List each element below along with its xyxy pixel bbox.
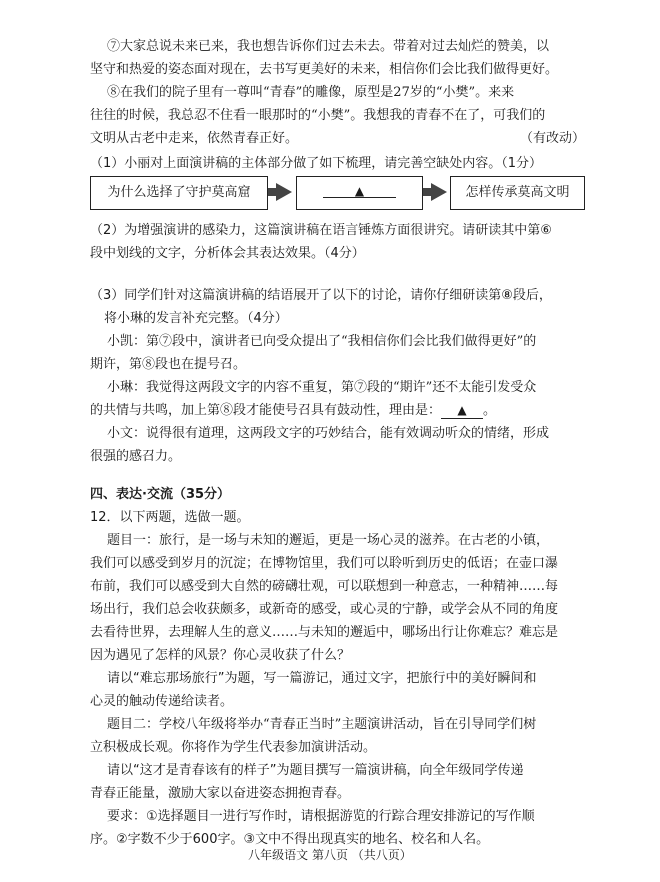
xiaolin-line-2-text: 的共情与共鸣，加上第⑧段才能使号召具有鼓动性，理由是： <box>90 403 442 418</box>
passage-p8-line-3 <box>90 130 585 147</box>
triangle-mark-icon: ▲ <box>457 403 467 417</box>
source-note: （有改动） <box>519 131 585 146</box>
flow-diagram <box>90 176 585 210</box>
question-2-line-2: 段中划线的文字，分析体会其表达效果。（4分） <box>90 246 365 261</box>
topic-1-task-line-2: 心灵的触动传递给读者。 <box>90 694 234 709</box>
xiaolin-line-end: 。 <box>483 403 497 418</box>
passage-p8-line-3-text: 文明从古老中走来，依然青春正好。 <box>90 131 299 146</box>
topic-2-task-line-1: 请以“这才是青春该有的样子”为题目撰写一篇演讲稿，向全年级同学传递 <box>107 763 524 778</box>
xiaowen-line-2: 很强的感召力。 <box>90 449 182 464</box>
xiaolin-line-1: 小琳：我觉得这两段文字的内容不重复，第⑦段的“期许”还不太能引发受众 <box>107 380 537 395</box>
question-1: （1）小丽对上面演讲稿的主体部分做了如下梳理，请完善空缺处内容。（1分） <box>90 156 543 171</box>
flow-box-3: 怎样传承莫高文明 <box>450 176 585 210</box>
xiaokai-line-2: 期许，第⑧段也在提号召。 <box>90 357 247 372</box>
flow-box-1: 为什么选择了守护莫高窟 <box>90 176 268 210</box>
xiaokai-line-1: 小凯：第⑦段中，演讲者已向受众提出了“我相信你们会比我们做得更好”的 <box>107 334 537 349</box>
question-3-line-2: 将小琳的发言补充完整。（4分） <box>104 311 288 326</box>
topic-1-task-line-1: 请以“难忘那场旅行”为题，写一篇游记，通过文字，把旅行中的美好瞬间和 <box>107 671 537 686</box>
passage-p7-line-2: 坚守和热爱的姿态面对现在，去书写更美好的未来，相信你们会比我们做得更好。 <box>90 62 559 77</box>
flow-box-2-answer[interactable] <box>296 176 423 210</box>
topic-2-line-2: 立积极成长观。你将作为学生代表参加演讲活动。 <box>90 740 377 755</box>
question-3-line-1: （3）同学们针对这篇演讲稿的结语展开了以下的讨论，请你仔细研读第⑧段后， <box>90 288 552 303</box>
topic-2-task-line-2: 青春正能量，激励大家以奋进姿态拥抱青春。 <box>90 786 351 801</box>
requirements-line-2: 序。②字数不少于600字。③文中不得出现真实的地名、校名和人名。 <box>90 832 490 847</box>
passage-p8-line-1: ⑧在我们的院子里有一尊叫“青春”的雕像，原型是27岁的“小樊”。来来 <box>107 85 515 100</box>
xiaolin-line-2 <box>90 402 585 419</box>
requirements-line-1: 要求：①选择题目一进行写作时，请根据游览的行踪合理安排游记的写作顺 <box>107 809 535 824</box>
flow-arrow-2-icon <box>431 183 447 201</box>
question-12: 12．以下两题，选做一题。 <box>90 510 250 525</box>
topic-1-line-4: 场出行，我们总会收获颇多，或新奇的感受，或心灵的宁静，或学会从不同的角度 <box>90 602 559 617</box>
page-footer: 八年级语文 第八页 （共八页） <box>248 848 412 862</box>
passage-p8-line-2: 往往的时候，我总忍不住看一眼那时的“小樊”。我想我的青春不在了，可我们的 <box>90 108 546 123</box>
section-4-heading: 四、表达·交流（35分） <box>90 487 231 502</box>
topic-2-line-1: 题目二：学校八年级将举办“青春正当时”主题演讲活动，旨在引导同学们树 <box>107 717 537 732</box>
triangle-mark-icon: ▲ <box>354 184 365 198</box>
topic-1-line-3: 布前，我们可以感受到大自然的磅礴壮观，可以联想到一种意志，一种精神……每 <box>90 579 559 594</box>
topic-1-line-5: 去看待世界，去理解人生的意义……与未知的邂逅中，哪场出行让你难忘？难忘是 <box>90 625 559 640</box>
topic-1-line-1: 题目一：旅行，是一场与未知的邂逅，更是一场心灵的滋养。在古老的小镇， <box>107 533 550 548</box>
topic-1-line-6: 因为遇见了怎样的风景？你心灵收获了什么？ <box>90 648 351 663</box>
xiaowen-line-1: 小文：说得很有道理，这两段文字的巧妙结合，能有效调动听众的情绪，形成 <box>107 426 550 441</box>
xiaolin-answer-blank[interactable] <box>441 403 483 419</box>
flow-arrow-1-icon <box>276 183 292 201</box>
passage-p7-line-1: ⑦大家总说未来已来，我也想告诉你们过去未去。带着对过去灿烂的赞美，以 <box>107 39 550 54</box>
question-2-line-1: （2）为增强演讲的感染力，这篇演讲稿在语言锤炼方面很讲究。请研读其中第⑥ <box>90 223 552 238</box>
topic-1-line-2: 我们可以感受到岁月的沉淀；在博物馆里，我们可以聆听到历史的低语；在壶口瀑 <box>90 556 559 571</box>
